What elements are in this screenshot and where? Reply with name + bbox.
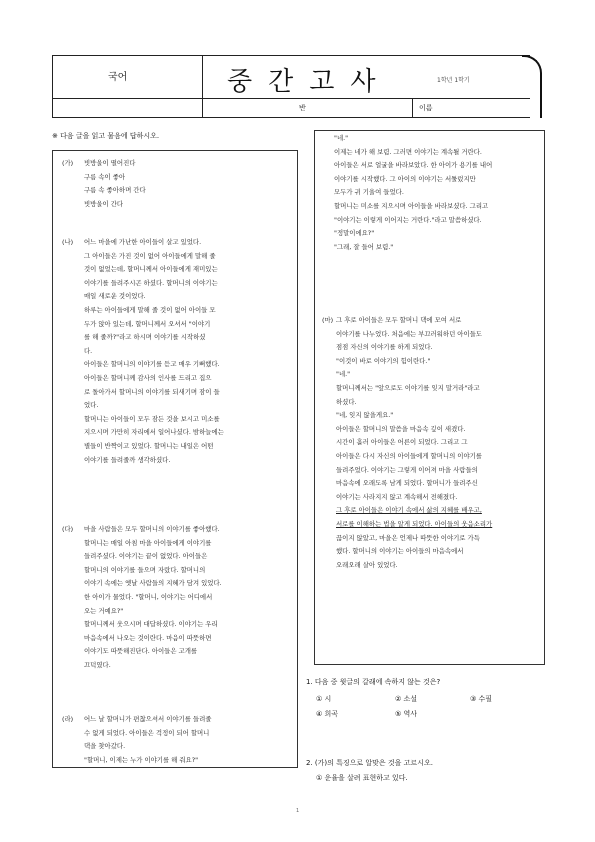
passage-line: 마을 사람들은 모두 할머니의 이야기를 좋아했다. <box>84 525 220 533</box>
passage-line: 할머니께서 웃으시며 대답하셨다. 이야기는 우리 <box>84 620 218 629</box>
question-option[interactable]: ① 시 <box>316 695 332 703</box>
exam-header <box>52 55 542 118</box>
passage-line: 었다. <box>84 401 99 410</box>
passage-line: 구름 속이 좋아 <box>84 172 126 181</box>
question-text: 다음 중 윗글의 갈래에 속하지 않는 것은? <box>314 678 441 686</box>
passage-line: 를 해 줄까?"라고 하시며 이야기를 시작하셨 <box>84 333 206 342</box>
subject-label: 국어 <box>108 72 128 83</box>
passage-line: 아이들은 할머니의 말씀을 마음속 깊이 새겼다. <box>336 424 466 433</box>
passage-line: 들려주었다. 이야기는 그렇게 이어져 마을 사람들의 <box>336 465 478 474</box>
passage-label: (나) <box>62 238 74 246</box>
passage-line: 이야기는 사라지지 않고 계속해서 전해졌다. <box>336 492 458 501</box>
passage-line: 두가 앉아 있는데, 할머니께서 오셔서 "이야기 <box>84 319 211 328</box>
underlined-passage-line: 그 후로 아이들은 이야기 속에서 삶의 지혜를 배우고, <box>336 506 482 515</box>
underlined-passage-line: 서로를 이해하는 법을 알게 되었다. 아이들의 웃음소리가 <box>336 519 493 528</box>
passage-line: 매일 새로운 것이었다. <box>84 292 146 301</box>
passage-line: 할머니의 이야기를 들으며 자랐다. 할머니의 <box>84 565 206 574</box>
passage-line: 하루는 아이들에게 말해 줄 것이 없어 아이들 모 <box>84 305 216 314</box>
passage-line: "네." <box>336 370 351 379</box>
passage-line: 아이들은 서로 얼굴을 바라보았다. 한 아이가 용기를 내어 <box>334 161 493 170</box>
passage-continuation <box>322 132 538 254</box>
passage-line: 별들이 반짝이고 있었다. 할머니는 내일은 어떤 <box>84 441 214 450</box>
passage-line: 이야기 속에는 옛날 사람들의 지혜가 담겨 있었다. <box>84 579 222 588</box>
passage-line: 빗방울이 떨어진다 <box>84 159 136 167</box>
question-number: 1. <box>306 678 313 686</box>
passage-line: 댁을 찾아갔다. <box>84 742 126 751</box>
passage-line: 모두가 귀 기울여 들었다. <box>334 188 404 197</box>
passage-line: 하셨다. <box>336 397 357 406</box>
passage-line: "정말이에요?" <box>334 229 375 238</box>
passage-line: 이야기를 나누었다. 처음에는 부끄러워하던 아이들도 <box>336 329 482 338</box>
header-corner-curve <box>522 55 542 118</box>
exam-title: 중간고사 <box>227 67 392 97</box>
passage-line: 마음속에 오래도록 남게 되었다. 할머니가 들려주신 <box>336 479 478 488</box>
class-label: 반 <box>299 104 306 112</box>
passage-line: 시간이 흘러 아이들은 어른이 되었다. 그리고 그 <box>336 438 468 447</box>
question-number: 2. <box>306 759 313 767</box>
passage-line: 들려주셨다. 이야기는 끝이 없었다. 아이들은 <box>84 552 208 561</box>
passage-line: 아이들은 다시 자신의 아이들에게 할머니의 이야기를 <box>336 451 482 460</box>
passage-line: 한 아이가 물었다. "할머니, 이야기는 어디에서 <box>84 592 213 601</box>
passage-na <box>62 236 292 467</box>
grade-label: 1학년 1학기 <box>437 77 470 84</box>
passage-line: 할머니는 아이들이 모두 잠든 것을 보시고 미소를 <box>84 414 220 423</box>
passage-line: 이야기를 시작했다. 그 아이의 이야기는 서툴렀지만 <box>334 174 476 183</box>
passage-line: 끊이지 않았고, 마을은 언제나 따뜻한 이야기로 가득 <box>336 533 480 542</box>
passage-line: 오는 거예요?" <box>84 606 124 615</box>
header-name-divider <box>412 98 413 118</box>
passage-label: (가) <box>62 159 74 167</box>
passage-ma <box>322 314 538 572</box>
passage-line: 오래오래 살아 있었다. <box>336 560 398 569</box>
passage-ga <box>62 157 292 211</box>
passage-line: 그 후로 아이들은 모두 할머니 댁에 모여 서로 <box>336 316 462 324</box>
passage-line: 했다. 할머니의 이야기는 아이들의 마음속에서 <box>336 547 464 556</box>
passage-line: "이것이 바로 이야기의 힘이란다." <box>336 356 431 365</box>
passage-line: 구름 속 좋아하며 간다 <box>84 186 146 195</box>
passage-line: 것이 없었는데, 할머니께서 아이들에게 재미있는 <box>84 265 218 274</box>
passage-da <box>62 523 292 673</box>
passage-line: 어느 날 할머니가 편찮으셔서 이야기를 들려줄 <box>84 715 212 723</box>
passage-ra <box>62 713 292 767</box>
passage-label: (마) <box>322 316 334 324</box>
passage-line: 이야기를 들려줄까 생각하셨다. <box>84 455 171 464</box>
passage-line: "그래, 잘 들어 보렴." <box>334 242 394 251</box>
question-text: (가)의 특징으로 알맞은 것을 고르시오. <box>314 759 433 767</box>
passage-line: 할머니는 매일 아침 마을 아이들에게 이야기를 <box>84 538 212 547</box>
passage-line: 빗방울이 간다 <box>84 199 124 208</box>
passage-line: 다. <box>84 346 93 355</box>
passage-line: "이야기는 이렇게 이어지는 거란다."라고 말씀하셨다. <box>334 215 482 224</box>
question-2 <box>306 756 433 771</box>
passage-line: 아이들은 할머니께 감사의 인사를 드리고 집으 <box>84 373 212 382</box>
question-option[interactable]: ③ 수필 <box>470 695 493 703</box>
passage-line: 그 아이들은 가진 것이 없어 아이들에게 말해 줄 <box>84 251 216 260</box>
question-option[interactable]: ⑤ 역사 <box>395 710 418 718</box>
passage-line: 이야기를 들려주시곤 하셨다. 할머니의 이야기는 <box>84 278 218 287</box>
passage-line: 이야기도 따뜻해진단다. 아이들은 고개를 <box>84 647 198 656</box>
passage-line: "네." <box>334 134 349 142</box>
page-number: 1 <box>296 808 300 814</box>
passage-label: (다) <box>62 525 74 533</box>
question-option[interactable]: ④ 희곡 <box>316 710 339 718</box>
passage-line: 할머니께서는 "앞으로도 이야기를 잊지 말거라"라고 <box>336 383 480 392</box>
question-option[interactable]: ② 소설 <box>395 695 418 703</box>
name-label: 이름 <box>419 104 433 112</box>
passage-line: 끄덕였다. <box>84 660 111 669</box>
passage-line: 아이들은 할머니의 이야기를 듣고 매우 기뻐했다. <box>84 360 220 369</box>
passage-line: 이제는 네가 해 보렴. 그러면 이야기는 계속될 거란다. <box>334 147 482 156</box>
passage-line: 지으시며 가만히 자리에서 일어나셨다. 밤하늘에는 <box>84 428 224 437</box>
passage-line: 수 없게 되었다. 아이들은 걱정이 되어 할머니 <box>84 728 210 737</box>
passage-line: 로 돌아가서 할머니의 이야기를 되새기며 잠이 들 <box>84 387 220 396</box>
question-1 <box>306 675 440 690</box>
passage-line: 점점 자신의 이야기를 하게 되었다. <box>336 343 433 352</box>
passage-label: (라) <box>62 715 74 723</box>
header-divider <box>52 98 530 99</box>
passage-line: 할머니는 미소를 지으시며 아이들을 바라보셨다. 그리고 <box>334 201 489 210</box>
passage-line: "네, 잊지 않을게요." <box>336 411 394 420</box>
header-column-divider <box>202 55 203 118</box>
passage-line: 마음속에서 나오는 것이란다. 마음이 따뜻하면 <box>84 633 212 642</box>
instruction: ※ 다음 글을 읽고 물음에 답하시오. <box>52 132 160 140</box>
question-option[interactable]: ① 운율을 살려 표현하고 있다. <box>316 774 408 782</box>
passage-line: "할머니, 이제는 누가 이야기를 해 줘요?" <box>84 755 199 764</box>
passage-line: 어느 마을에 가난한 아이들이 살고 있었다. <box>84 238 202 246</box>
